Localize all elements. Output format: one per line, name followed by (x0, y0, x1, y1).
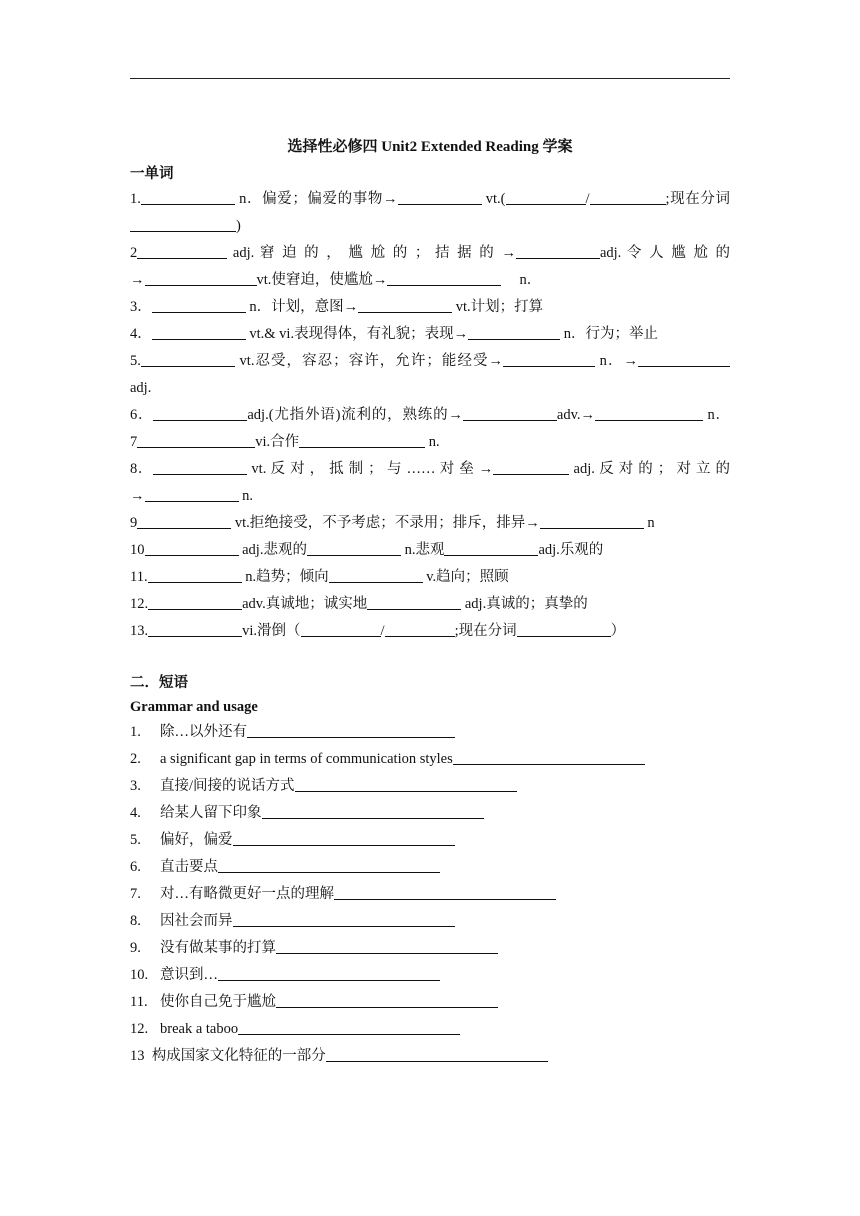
answer-blank[interactable] (238, 1019, 460, 1035)
worksheet (130, 134, 730, 1070)
answer-blank[interactable] (358, 297, 452, 313)
section-spacer (130, 645, 730, 671)
grammar-subheading: Grammar and usage (130, 699, 258, 715)
answer-blank[interactable] (334, 884, 556, 900)
vocab-item-8: 8． vt. 反 对 ， 抵 制 ； 与 …… 对 垒 → adj. 反 对 的 ； 对 立 的 (130, 461, 731, 477)
phrase-item-7: 7. 对…有略微更好一点的理解 (130, 881, 730, 908)
answer-blank[interactable] (141, 351, 235, 367)
answer-blank[interactable] (299, 432, 425, 448)
answer-blank[interactable] (262, 803, 484, 819)
answer-blank[interactable] (638, 351, 730, 367)
answer-blank[interactable] (137, 513, 231, 529)
answer-blank[interactable] (152, 297, 246, 313)
answer-blank[interactable] (247, 722, 455, 738)
answer-blank[interactable] (148, 594, 242, 610)
answer-blank[interactable] (233, 830, 455, 846)
vocab-item-1: 1. n．偏爱；偏爱的事物→ vt.( / ;现在分词 (130, 191, 731, 207)
answer-blank[interactable] (130, 216, 236, 232)
phrases-heading: 二．短语 (130, 675, 188, 691)
phrase-item-11: 11. 使你自己免于尴尬 (130, 989, 730, 1016)
page-title: 选择性必修四 Unit2 Extended Reading 学案 (287, 139, 573, 155)
vocab-item-6: 6． adj.(尤指外语)流利的，熟练的→ adv.→ n． (130, 407, 731, 423)
phrase-item-5: 5. 偏好，偏爱 (130, 827, 730, 854)
phrase-item-1: 1. 除…以外还有 (130, 719, 730, 746)
answer-blank[interactable] (453, 749, 645, 765)
answer-blank[interactable] (329, 567, 423, 583)
phrase-item-12: 12. break a taboo (130, 1016, 730, 1043)
phrase-item-8: 8. 因社会而异 (130, 908, 730, 935)
vocab-item-9: 9 vt.拒绝接受，不予考虑；不录用；排斥，排异→ n (130, 515, 655, 531)
vocab-item-10: 10 adj.悲观的 n.悲观 adj.乐观的 (130, 542, 604, 558)
vocab-item-7: 7 vi.合作 n. (130, 434, 440, 450)
phrase-item-4: 4. 给某人留下印象 (130, 800, 730, 827)
answer-blank[interactable] (301, 621, 381, 637)
phrase-item-2: 2. a significant gap in terms of communication styles (130, 746, 730, 773)
answer-blank[interactable] (137, 432, 255, 448)
answer-blank[interactable] (385, 621, 455, 637)
answer-blank[interactable] (444, 540, 538, 556)
answer-blank[interactable] (398, 189, 482, 205)
header-rule (130, 78, 730, 79)
answer-blank[interactable] (218, 857, 440, 873)
answer-blank[interactable] (141, 189, 235, 205)
phrase-item-9: 9. 没有做某事的打算 (130, 935, 730, 962)
answer-blank[interactable] (367, 594, 461, 610)
phrase-item-13: 13 构成国家文化特征的一部分 (130, 1043, 730, 1070)
vocab-item-1-cont: ) (130, 213, 730, 240)
vocabulary-heading: 一单词 (130, 166, 174, 182)
answer-blank[interactable] (145, 540, 239, 556)
answer-blank[interactable] (463, 405, 557, 421)
answer-blank[interactable] (276, 938, 498, 954)
answer-blank[interactable] (468, 324, 560, 340)
vocab-item-2: 2 adj. 窘 迫 的 ， 尴 尬 的 ； 拮 据 的 → adj. 令 人 尴 尬 的 (130, 245, 731, 261)
vocab-item-12: 12. adv.真诚地；诚实地 adj.真诚的；真挚的 (130, 596, 588, 612)
answer-blank[interactable] (517, 621, 611, 637)
phrase-item-3: 3. 直接/间接的说话方式 (130, 773, 730, 800)
phrase-item-6: 6. 直击要点 (130, 854, 730, 881)
answer-blank[interactable] (326, 1046, 548, 1062)
answer-blank[interactable] (595, 405, 703, 421)
answer-blank[interactable] (148, 621, 242, 637)
answer-blank[interactable] (516, 243, 600, 259)
vocab-item-13: 13. vi.滑倒（ / ;现在分词 ） (130, 623, 626, 639)
answer-blank[interactable] (387, 270, 501, 286)
vocab-item-5: 5. vt.忍受，容忍；容许，允许；能经受→ n．→ (130, 348, 730, 375)
vocab-item-11: 11. n.趋势；倾向 v.趋向；照顾 (130, 569, 509, 585)
answer-blank[interactable] (153, 459, 247, 475)
answer-blank[interactable] (506, 189, 586, 205)
answer-blank[interactable] (295, 776, 517, 792)
answer-blank[interactable] (137, 243, 227, 259)
vocab-item-8-cont: → n. (130, 488, 253, 504)
answer-blank[interactable] (153, 405, 247, 421)
answer-blank[interactable] (493, 459, 569, 475)
vocab-item-4: 4． vt.& vi.表现得体，有礼貌；表现→ n．行为；举止 (130, 326, 658, 342)
vocab-item-5-cont: adj. (130, 380, 152, 396)
answer-blank[interactable] (233, 911, 455, 927)
answer-blank[interactable] (145, 270, 257, 286)
phrase-item-10: 10. 意识到… (130, 962, 730, 989)
answer-blank[interactable] (148, 567, 242, 583)
answer-blank[interactable] (218, 965, 440, 981)
answer-blank[interactable] (503, 351, 595, 367)
answer-blank[interactable] (276, 992, 498, 1008)
vocab-item-3: 3． n．计划，意图→ vt.计划；打算 (130, 299, 544, 315)
answer-blank[interactable] (590, 189, 666, 205)
answer-blank[interactable] (152, 324, 246, 340)
vocab-item-2-cont: → vt.使窘迫，使尴尬→ n． (130, 272, 542, 288)
answer-blank[interactable] (540, 513, 644, 529)
answer-blank[interactable] (145, 486, 239, 502)
answer-blank[interactable] (307, 540, 401, 556)
